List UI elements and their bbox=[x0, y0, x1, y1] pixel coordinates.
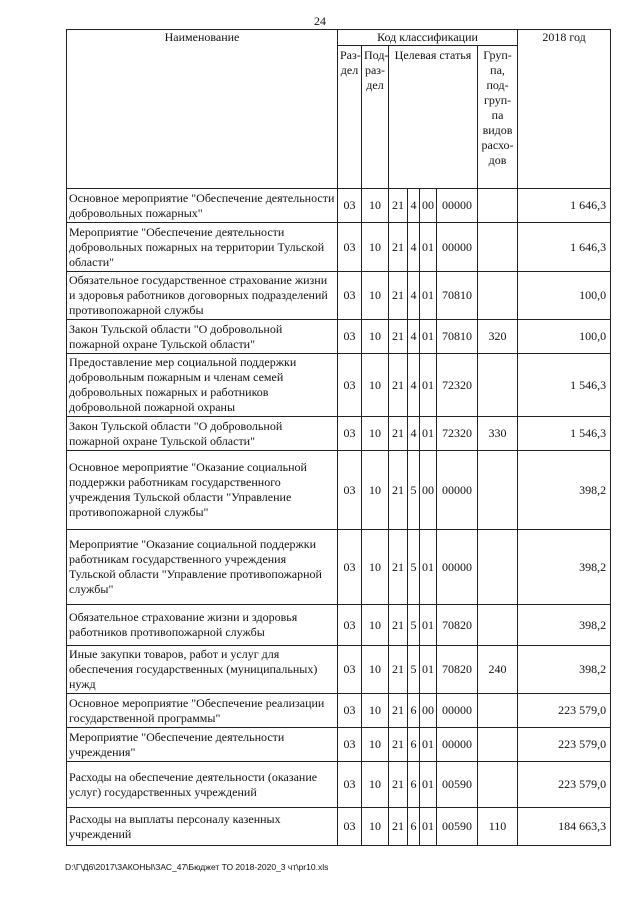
row-target-direction: 00000 bbox=[437, 694, 478, 728]
row-target-event: 01 bbox=[420, 530, 437, 605]
row-target-event: 01 bbox=[420, 272, 437, 320]
row-expense-group bbox=[478, 223, 518, 272]
row-target-direction: 70820 bbox=[437, 605, 478, 646]
header-expense-group: Груп- па, под- груп- па видов расхо- дов bbox=[478, 46, 518, 189]
row-expense-group: 320 bbox=[478, 320, 518, 354]
row-target-direction: 70820 bbox=[437, 646, 478, 694]
row-razdel: 03 bbox=[338, 417, 362, 451]
row-target-direction: 72320 bbox=[437, 417, 478, 451]
row-expense-group bbox=[478, 189, 518, 223]
row-target-event: 00 bbox=[420, 451, 437, 530]
row-razdel: 03 bbox=[338, 728, 362, 762]
row-target-event: 01 bbox=[420, 762, 437, 808]
row-podrazdel: 10 bbox=[362, 272, 389, 320]
row-name: Обязательное государственное страхование жизни и здоровья работников договорных подразделений противопожарной службы bbox=[67, 272, 338, 320]
row-target-event: 00 bbox=[420, 189, 437, 223]
row-target-event: 01 bbox=[420, 320, 437, 354]
row-podrazdel: 10 bbox=[362, 417, 389, 451]
row-target-direction: 72320 bbox=[437, 354, 478, 417]
page-number: 24 bbox=[314, 14, 326, 28]
row-target-subprogram: 6 bbox=[408, 808, 420, 846]
row-target-program: 21 bbox=[389, 605, 408, 646]
row-target-subprogram: 4 bbox=[408, 189, 420, 223]
row-razdel: 03 bbox=[338, 605, 362, 646]
row-name: Мероприятие "Обеспечение деятельности учреждения" bbox=[67, 728, 338, 762]
row-target-event: 01 bbox=[420, 417, 437, 451]
table-row bbox=[67, 808, 611, 846]
row-target-program: 21 bbox=[389, 417, 408, 451]
row-target-program: 21 bbox=[389, 808, 408, 846]
row-target-program: 21 bbox=[389, 451, 408, 530]
row-name: Расходы на выплаты персоналу казенных учреждений bbox=[67, 808, 338, 846]
header-podrazdel: Под- раз- дел bbox=[362, 46, 389, 189]
row-amount: 1 646,3 bbox=[518, 223, 611, 272]
row-amount: 398,2 bbox=[518, 451, 611, 530]
row-razdel: 03 bbox=[338, 223, 362, 272]
row-target-program: 21 bbox=[389, 694, 408, 728]
row-target-subprogram: 4 bbox=[408, 272, 420, 320]
row-target-subprogram: 5 bbox=[408, 605, 420, 646]
row-podrazdel: 10 bbox=[362, 320, 389, 354]
row-podrazdel: 10 bbox=[362, 762, 389, 808]
row-target-program: 21 bbox=[389, 272, 408, 320]
table-row bbox=[67, 530, 611, 605]
header-target-article: Целевая статья bbox=[389, 46, 478, 189]
row-name: Мероприятие "Оказание социальной поддержки работникам государственного учреждения Тульской области "Управление противопожарной службы" bbox=[67, 530, 338, 605]
row-target-program: 21 bbox=[389, 189, 408, 223]
row-podrazdel: 10 bbox=[362, 808, 389, 846]
row-target-program: 21 bbox=[389, 223, 408, 272]
row-name: Закон Тульской области "О добровольной пожарной охране Тульской области" bbox=[67, 417, 338, 451]
table-row bbox=[67, 605, 611, 646]
row-amount: 398,2 bbox=[518, 605, 611, 646]
row-expense-group bbox=[478, 451, 518, 530]
row-amount: 223 579,0 bbox=[518, 694, 611, 728]
row-podrazdel: 10 bbox=[362, 189, 389, 223]
row-target-event: 01 bbox=[420, 808, 437, 846]
row-amount: 100,0 bbox=[518, 272, 611, 320]
row-amount: 1 546,3 bbox=[518, 417, 611, 451]
row-target-direction: 00000 bbox=[437, 728, 478, 762]
row-target-direction: 00000 bbox=[437, 530, 478, 605]
row-target-subprogram: 5 bbox=[408, 646, 420, 694]
row-amount: 1 546,3 bbox=[518, 354, 611, 417]
row-target-direction: 00000 bbox=[437, 189, 478, 223]
table-row bbox=[67, 646, 611, 694]
row-name: Основное мероприятие "Оказание социальной поддержки работникам государственного учреждения Тульской области "Управление противопожарной службы" bbox=[67, 451, 338, 530]
row-target-event: 01 bbox=[420, 223, 437, 272]
row-target-event: 00 bbox=[420, 694, 437, 728]
row-target-direction: 70810 bbox=[437, 272, 478, 320]
row-target-subprogram: 4 bbox=[408, 417, 420, 451]
row-expense-group bbox=[478, 605, 518, 646]
row-podrazdel: 10 bbox=[362, 605, 389, 646]
row-target-program: 21 bbox=[389, 646, 408, 694]
row-target-subprogram: 5 bbox=[408, 530, 420, 605]
row-razdel: 03 bbox=[338, 762, 362, 808]
row-target-subprogram: 4 bbox=[408, 223, 420, 272]
row-target-subprogram: 6 bbox=[408, 694, 420, 728]
table-row bbox=[67, 417, 611, 451]
row-amount: 398,2 bbox=[518, 530, 611, 605]
row-razdel: 03 bbox=[338, 320, 362, 354]
row-target-direction: 00590 bbox=[437, 762, 478, 808]
row-podrazdel: 10 bbox=[362, 694, 389, 728]
row-podrazdel: 10 bbox=[362, 728, 389, 762]
row-name: Иные закупки товаров, работ и услуг для обеспечения государственных (муниципальных) нужд bbox=[67, 646, 338, 694]
row-amount: 100,0 bbox=[518, 320, 611, 354]
row-expense-group: 330 bbox=[478, 417, 518, 451]
row-expense-group bbox=[478, 728, 518, 762]
row-target-direction: 00000 bbox=[437, 223, 478, 272]
table-row bbox=[67, 320, 611, 354]
row-name: Обязательное страхование жизни и здоровья работников противопожарной службы bbox=[67, 605, 338, 646]
row-expense-group bbox=[478, 272, 518, 320]
row-target-program: 21 bbox=[389, 320, 408, 354]
table-row bbox=[67, 354, 611, 417]
row-razdel: 03 bbox=[338, 530, 362, 605]
table-row bbox=[67, 451, 611, 530]
row-target-program: 21 bbox=[389, 354, 408, 417]
row-podrazdel: 10 bbox=[362, 646, 389, 694]
row-amount: 223 579,0 bbox=[518, 728, 611, 762]
row-target-subprogram: 4 bbox=[408, 354, 420, 417]
row-name: Основное мероприятие "Обеспечение деятельности добровольных пожарных" bbox=[67, 189, 338, 223]
row-target-direction: 00590 bbox=[437, 808, 478, 846]
table-row bbox=[67, 223, 611, 272]
row-expense-group bbox=[478, 530, 518, 605]
row-target-subprogram: 6 bbox=[408, 728, 420, 762]
row-name: Мероприятие "Обеспечение деятельности добровольных пожарных на территории Тульской области" bbox=[67, 223, 338, 272]
row-name: Закон Тульской области "О добровольной пожарной охране Тульской области" bbox=[67, 320, 338, 354]
row-name: Основное мероприятие "Обеспечение реализации государственной программы" bbox=[67, 694, 338, 728]
row-expense-group bbox=[478, 694, 518, 728]
row-target-subprogram: 5 bbox=[408, 451, 420, 530]
row-razdel: 03 bbox=[338, 646, 362, 694]
row-podrazdel: 10 bbox=[362, 354, 389, 417]
row-target-event: 01 bbox=[420, 354, 437, 417]
table-row bbox=[67, 694, 611, 728]
header-code: Код классификации bbox=[338, 30, 518, 46]
row-target-event: 01 bbox=[420, 646, 437, 694]
table-row bbox=[67, 728, 611, 762]
row-target-direction: 00000 bbox=[437, 451, 478, 530]
budget-table bbox=[66, 29, 611, 846]
table-row bbox=[67, 762, 611, 808]
row-razdel: 03 bbox=[338, 354, 362, 417]
row-expense-group: 240 bbox=[478, 646, 518, 694]
row-target-program: 21 bbox=[389, 762, 408, 808]
row-target-subprogram: 6 bbox=[408, 762, 420, 808]
file-path-footer: D:\Г\Д6\2017\ЗАКОНЫ\ЗАС_47\Бюджет ТО 2018-2020_3 чт\pr10.xls bbox=[65, 862, 329, 872]
row-razdel: 03 bbox=[338, 189, 362, 223]
row-podrazdel: 10 bbox=[362, 451, 389, 530]
row-podrazdel: 10 bbox=[362, 530, 389, 605]
row-target-direction: 70810 bbox=[437, 320, 478, 354]
row-target-program: 21 bbox=[389, 728, 408, 762]
header-name: Наименование bbox=[67, 30, 338, 189]
row-razdel: 03 bbox=[338, 808, 362, 846]
row-expense-group bbox=[478, 762, 518, 808]
table-row bbox=[67, 272, 611, 320]
row-name: Расходы на обеспечение деятельности (оказание услуг) государственных учреждений bbox=[67, 762, 338, 808]
row-amount: 398,2 bbox=[518, 646, 611, 694]
row-podrazdel: 10 bbox=[362, 223, 389, 272]
row-target-program: 21 bbox=[389, 530, 408, 605]
header-razdel: Раз- дел bbox=[338, 46, 362, 189]
row-razdel: 03 bbox=[338, 272, 362, 320]
row-amount: 1 646,3 bbox=[518, 189, 611, 223]
row-expense-group bbox=[478, 354, 518, 417]
row-target-event: 01 bbox=[420, 605, 437, 646]
row-razdel: 03 bbox=[338, 694, 362, 728]
table-row bbox=[67, 189, 611, 223]
row-target-subprogram: 4 bbox=[408, 320, 420, 354]
header-year: 2018 год bbox=[518, 30, 611, 189]
row-name: Предоставление мер социальной поддержки добровольным пожарным и членам семей добровольных пожарных и работников добровольной пожарной охраны bbox=[67, 354, 338, 417]
row-amount: 223 579,0 bbox=[518, 762, 611, 808]
row-expense-group: 110 bbox=[478, 808, 518, 846]
row-target-event: 01 bbox=[420, 728, 437, 762]
row-amount: 184 663,3 bbox=[518, 808, 611, 846]
row-razdel: 03 bbox=[338, 451, 362, 530]
